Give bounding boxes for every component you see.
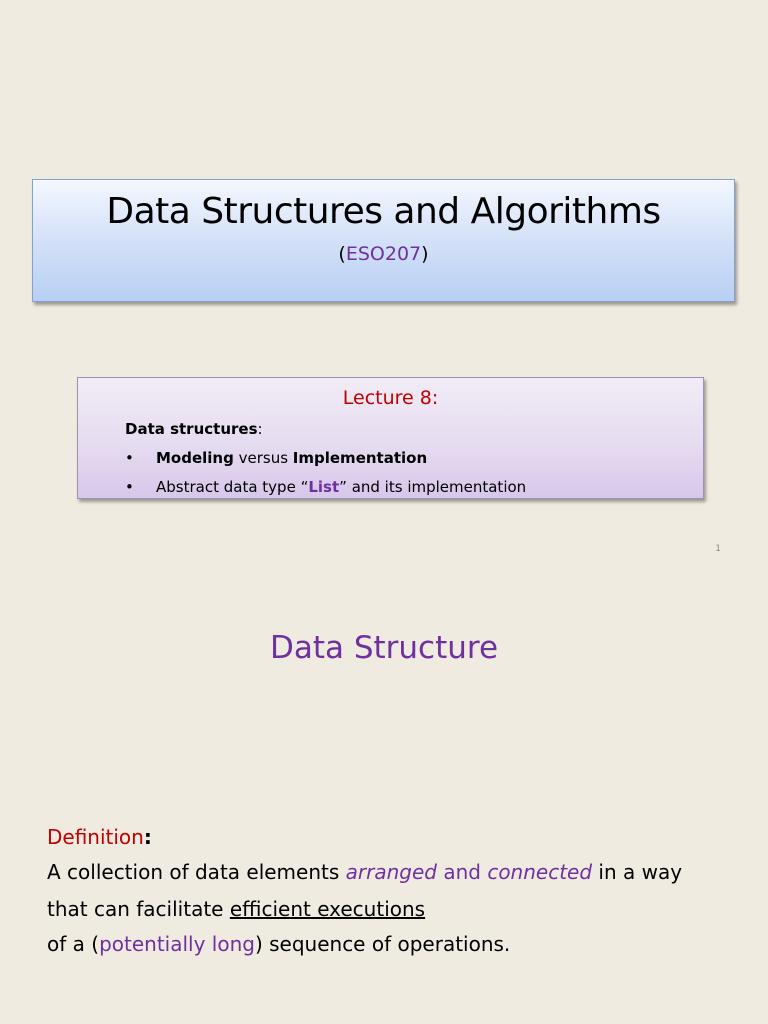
bullet-1-implementation: Implementation (292, 449, 428, 467)
def-l1-and: and (436, 860, 488, 884)
def-l1-end: in a way (592, 860, 683, 884)
def-l2-efficient: efficient executions (229, 897, 426, 921)
topic-line (125, 420, 263, 438)
lecture-heading: Lecture 8: (342, 387, 439, 409)
page-number: 1 (715, 544, 721, 554)
bullet-1-modeling: Modeling (156, 449, 234, 467)
section-heading: Data Structure (269, 630, 499, 666)
def-l3-a: of a ( (47, 932, 100, 956)
def-l2-a: that can facilitate (47, 897, 230, 921)
def-l1-connected: connected (487, 860, 593, 884)
definition-line-2 (47, 897, 425, 921)
definition-line-3 (47, 932, 510, 956)
bullet-item-2 (125, 478, 526, 496)
bullet-item-1 (125, 449, 427, 467)
topic-colon: : (257, 420, 263, 438)
def-l1-arranged: arranged (345, 860, 437, 884)
bullet-2-prefix: Abstract data type “ (156, 478, 309, 496)
lecture-box (77, 377, 704, 499)
topic-label: Data structures (125, 420, 258, 438)
bullet-2-list: List (308, 478, 340, 496)
def-l1-a: A collection of data elements (47, 860, 346, 884)
bullet-1-versus: versus (233, 449, 293, 467)
def-l3-potentially-long: potentially long (99, 932, 255, 956)
definition-label-line (47, 825, 152, 849)
course-code-open-paren: ( (338, 243, 346, 265)
definition-label: Definition (47, 825, 144, 849)
slide-title: Data Structures and Algorithms (106, 191, 661, 232)
def-l3-end: ) sequence of operations. (254, 932, 511, 956)
definition-colon: : (143, 825, 152, 849)
course-code-line (33, 243, 734, 265)
title-box (32, 179, 735, 302)
course-code: ESO207 (345, 243, 422, 265)
bullet-icon: • (125, 449, 134, 467)
bullet-icon: • (125, 478, 134, 496)
bullet-2-suffix: ” and its implementation (339, 478, 527, 496)
course-code-close-paren: ) (421, 243, 429, 265)
definition-line-1 (47, 860, 682, 884)
